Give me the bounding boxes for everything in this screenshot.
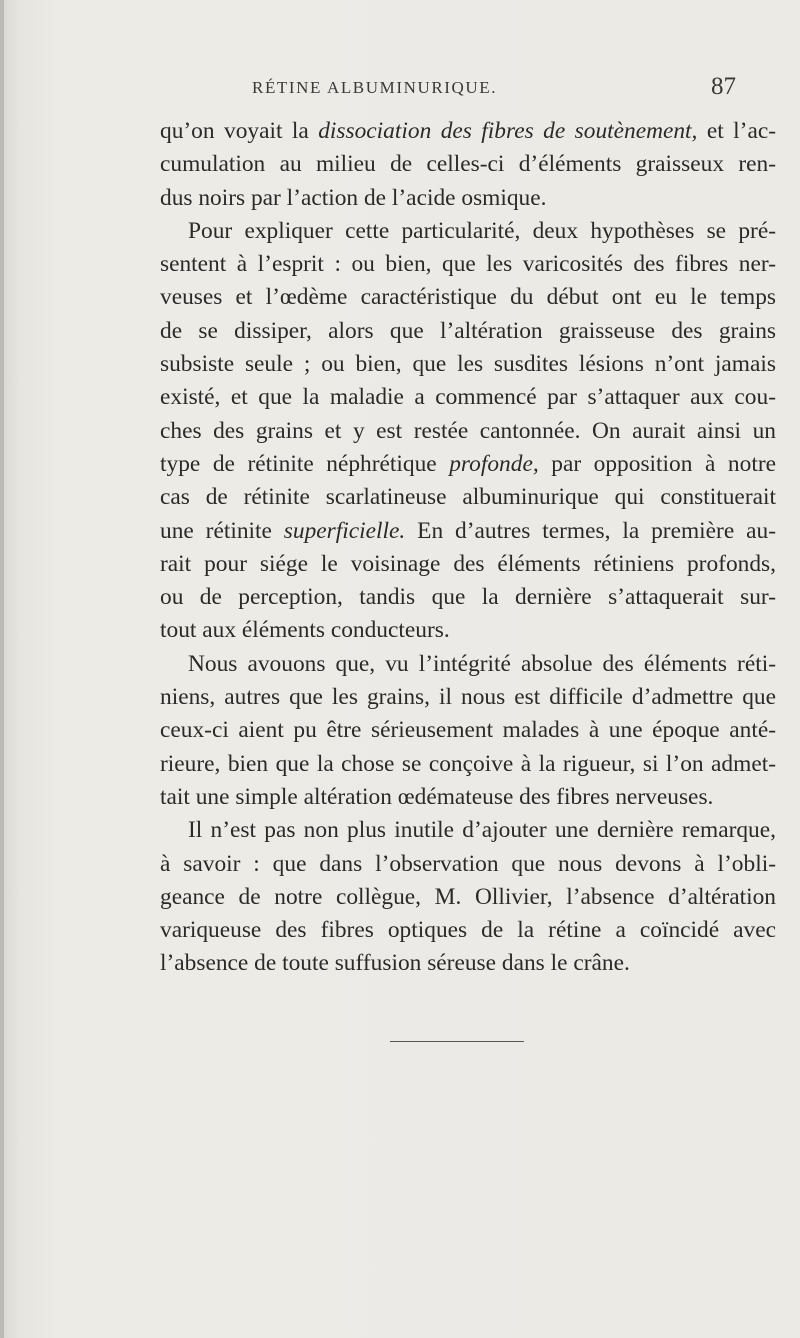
text-line (160, 781, 776, 814)
text-segment: cas de rétinite scarlatineuse albuminurique qui constituerait (160, 484, 776, 511)
text-segment: rait pour siége le voisinage des éléments rétiniens profonds, (160, 550, 776, 577)
text-line (160, 115, 776, 148)
text-segment: une rétinite (160, 517, 284, 544)
page-header (252, 73, 752, 108)
text-segment: tout aux éléments conducteurs. (160, 617, 450, 644)
text-line (160, 515, 776, 548)
body-text (160, 115, 776, 981)
italic-term: superficielle. (283, 517, 406, 544)
text-line (160, 714, 776, 747)
text-line (160, 748, 776, 781)
text-line (160, 947, 776, 980)
text-line (160, 848, 776, 881)
italic-term: dissociation des fibres de soutènement, (318, 118, 698, 144)
text-line (160, 914, 776, 947)
text-segment: ches des grains et y est restée cantonnée. On aurait ainsi un (160, 417, 776, 444)
end-rule (390, 1041, 524, 1042)
text-segment: type de rétinite néphrétique (160, 450, 450, 477)
text-line (160, 481, 776, 514)
text-line (160, 415, 776, 448)
text-line (160, 348, 776, 381)
text-segment: ceux-ci aient pu être sérieusement malades à une époque anté- (160, 717, 776, 744)
text-line (160, 548, 776, 581)
page-number: 87 (711, 73, 736, 100)
text-segment: sentent à l’esprit : ou bien, que les varicosités des fibres ner- (160, 251, 776, 278)
text-line (160, 281, 776, 314)
text-line (160, 614, 776, 647)
italic-term: profonde, (449, 450, 539, 477)
text-segment: Il n’est pas non plus inutile d’ajouter une dernière remarque, (188, 817, 776, 844)
text-segment: veuses et l’œdème caractéristique du début ont eu le temps (160, 284, 776, 311)
text-segment: niens, autres que les grains, il nous est difficile d’admettre que (160, 684, 776, 711)
text-line (160, 581, 776, 614)
text-line (160, 648, 776, 681)
text-segment: En d’autres termes, la première au- (405, 517, 776, 544)
text-line (160, 182, 776, 215)
text-line (160, 881, 776, 914)
text-segment: existé, et que la maladie a commencé par s’attaquer aux cou- (160, 384, 776, 411)
text-segment: variqueuse des fibres optiques de la rétine a coïncidé avec (160, 917, 776, 944)
text-line (160, 315, 776, 348)
text-segment: qu’on voyait la (160, 118, 319, 144)
running-title: RÉTINE ALBUMINURIQUE. (252, 78, 498, 97)
text-line (160, 215, 776, 248)
text-line (160, 448, 776, 481)
text-line (160, 381, 776, 414)
text-segment: rieure, bien que la chose se conçoive à la rigueur, si l’on admet- (160, 750, 776, 777)
text-line (160, 248, 776, 281)
text-segment: et l’ac- (697, 118, 776, 144)
text-segment: ou de perception, tandis que la dernière s’attaquerait sur- (160, 584, 776, 611)
text-segment: dus noirs par l’action de l’acide osmique. (160, 184, 547, 211)
text-segment: de se dissiper, alors que l’altération graisseuse des grains (160, 317, 776, 344)
text-segment: tait une simple altération œdémateuse des fibres nerveuses. (160, 783, 714, 810)
text-segment: Pour expliquer cette particularité, deux hypothèses se pré- (188, 217, 776, 244)
text-segment: par opposition à notre (538, 450, 776, 477)
text-segment: geance de notre collègue, M. Ollivier, l’absence d’altération (160, 883, 776, 910)
text-line (160, 148, 776, 181)
text-segment: subsiste seule ; ou bien, que les susdites lésions n’ont jamais (160, 351, 776, 378)
page-gutter-shadow (0, 0, 4, 1338)
text-line (160, 681, 776, 714)
text-segment: Nous avouons que, vu l’intégrité absolue des éléments réti- (188, 650, 776, 677)
text-line (160, 814, 776, 847)
text-segment: à savoir : que dans l’observation que nous devons à l’obli- (160, 850, 776, 877)
text-segment: cumulation au milieu de celles-ci d’éléments graisseux ren- (160, 151, 776, 178)
text-segment: l’absence de toute suffusion séreuse dans le crâne. (160, 950, 630, 977)
